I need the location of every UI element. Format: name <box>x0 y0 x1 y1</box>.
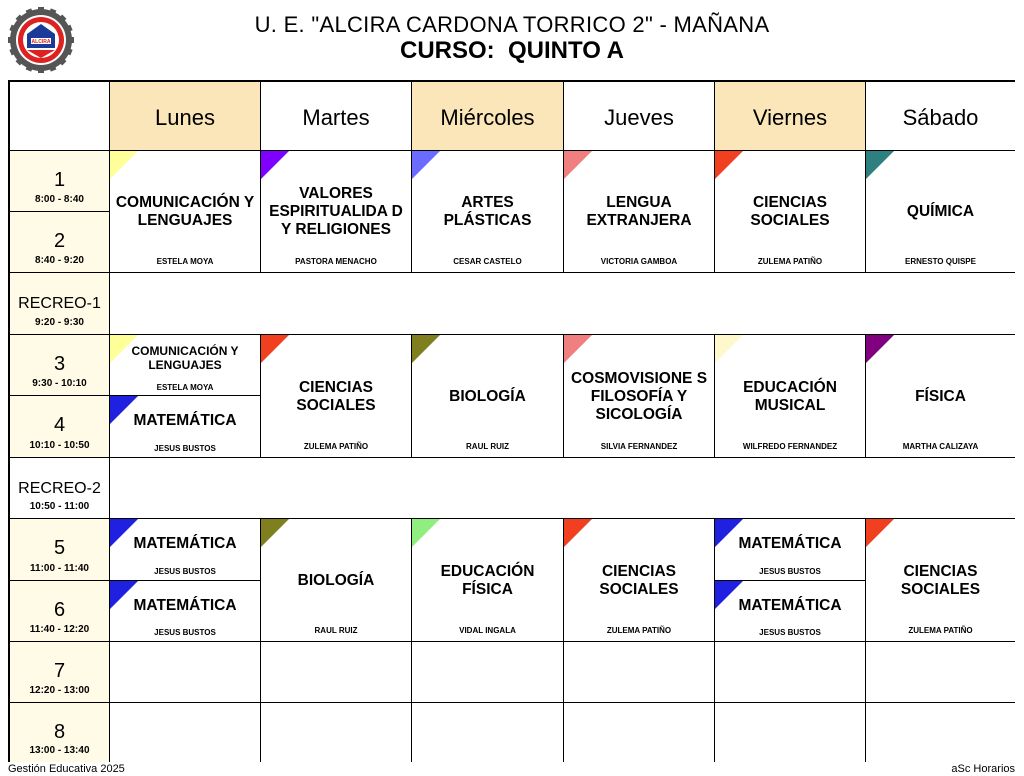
lesson-subject: MATEMÁTICA <box>738 596 842 614</box>
period-number: 6 <box>53 599 66 621</box>
lesson-subject: FÍSICA <box>915 387 966 405</box>
day-header-saturday: Sábado <box>866 82 1015 151</box>
day-header-tuesday: Martes <box>261 82 412 151</box>
lesson-subject: BIOLOGÍA <box>449 387 526 405</box>
lesson-subject: COMUNICACIÓN Y LENGUAJES <box>115 194 255 229</box>
corner-cell <box>10 82 110 151</box>
lesson-subject: CIENCIAS SOCIALES <box>599 562 679 598</box>
lesson-subject: MATEMÁTICA <box>738 535 842 552</box>
period-time: 8:00 - 8:40 <box>35 194 84 205</box>
lesson-cell[interactable] <box>564 151 715 273</box>
period-header-8 <box>10 703 110 762</box>
lesson-teacher: JESUS BUSTOS <box>759 567 821 576</box>
empty-cell[interactable] <box>715 642 866 703</box>
period-header-7 <box>10 642 110 703</box>
lesson-cell[interactable] <box>564 335 715 458</box>
lesson-cell[interactable] <box>261 335 412 458</box>
period-time: 9:30 - 10:10 <box>32 378 87 389</box>
footer-right: aSc Horarios <box>951 763 1015 775</box>
lesson-teacher: RAUL RUIZ <box>314 626 358 635</box>
lesson-teacher: ESTELA MOYA <box>156 383 214 392</box>
empty-cell[interactable] <box>564 703 715 762</box>
lesson-subject: BIOLOGÍA <box>297 571 375 589</box>
day-header-wednesday: Miércoles <box>412 82 564 151</box>
period-header-2 <box>10 212 110 273</box>
lesson-subject: CIENCIAS SOCIALES <box>296 378 376 414</box>
lesson-subject: COSMOVISIONE S FILOSOFÍA Y SICOLOGÍA <box>570 369 708 423</box>
school-title: U. E. "ALCIRA CARDONA TORRICO 2" - MAÑANA <box>254 12 770 37</box>
break-time: 9:20 - 9:30 <box>35 317 84 328</box>
lesson-subject: QUÍMICA <box>906 203 975 220</box>
break-header-2 <box>10 458 110 519</box>
lesson-teacher: JESUS BUSTOS <box>154 567 216 576</box>
lesson-subject: VALORES ESPIRITUALIDA D Y RELIGIONES <box>269 185 403 238</box>
period-number: 3 <box>53 353 66 375</box>
lesson-teacher: SILVIA FERNANDEZ <box>600 442 678 451</box>
lesson-subject: COMUNICACIÓN Y LENGUAJES <box>131 343 239 372</box>
lesson-teacher: JESUS BUSTOS <box>154 628 216 637</box>
period-header-6 <box>10 581 110 642</box>
lesson-teacher: PASTORA MENACHO <box>295 257 377 266</box>
lesson-subject: MATEMÁTICA <box>133 596 237 614</box>
lesson-cell[interactable] <box>110 396 261 458</box>
lesson-cell[interactable] <box>261 519 412 642</box>
period-number: 1 <box>53 169 66 191</box>
lesson-teacher: ZULEMA PATIÑO <box>303 442 369 451</box>
lesson-teacher: RAUL RUIZ <box>466 442 509 451</box>
lesson-teacher: MARTHA CALIZAYA <box>902 442 979 451</box>
footer-left: Gestión Educativa 2025 <box>8 763 125 775</box>
lesson-teacher: CESAR CASTELO <box>453 257 522 266</box>
lesson-teacher: WILFREDO FERNANDEZ <box>742 442 838 451</box>
period-time: 12:20 - 13:00 <box>29 685 90 696</box>
period-number: 4 <box>53 414 66 436</box>
lesson-cell[interactable] <box>110 151 261 273</box>
empty-cell[interactable] <box>564 642 715 703</box>
timetable-grid <box>8 80 1015 762</box>
lesson-cell[interactable] <box>564 519 715 642</box>
lesson-cell[interactable] <box>715 151 866 273</box>
period-header-3 <box>10 335 110 396</box>
empty-cell[interactable] <box>110 703 261 762</box>
empty-cell[interactable] <box>412 642 564 703</box>
day-header-friday: Viernes <box>715 82 866 151</box>
empty-cell[interactable] <box>715 703 866 762</box>
break-name: RECREO-1 <box>18 295 101 312</box>
lesson-teacher: ESTELA MOYA <box>156 257 214 266</box>
empty-cell[interactable] <box>412 703 564 762</box>
day-header-thursday: Jueves <box>564 82 715 151</box>
break-row-2 <box>110 458 1015 519</box>
lesson-subject: CIENCIAS SOCIALES <box>750 194 830 229</box>
period-time: 11:40 - 12:20 <box>29 624 90 635</box>
lesson-cell[interactable] <box>715 519 866 581</box>
period-header-5 <box>10 519 110 581</box>
lesson-cell[interactable] <box>110 581 261 642</box>
lesson-cell[interactable] <box>715 581 866 642</box>
lesson-teacher: ERNESTO QUISPE <box>905 257 976 266</box>
break-name: RECREO-2 <box>18 480 101 497</box>
period-header-4 <box>10 396 110 458</box>
break-row-1 <box>110 273 1015 335</box>
break-header-1 <box>10 273 110 335</box>
period-number: 7 <box>53 660 66 682</box>
lesson-cell[interactable] <box>110 519 261 581</box>
lesson-subject: EDUCACIÓN FÍSICA <box>440 562 535 598</box>
lesson-subject: LENGUA EXTRANJERA <box>586 194 692 229</box>
lesson-teacher: VIDAL INGALA <box>459 626 516 635</box>
lesson-teacher: ZULEMA PATIÑO <box>606 626 672 635</box>
lesson-subject: ARTES PLÁSTICAS <box>443 194 532 229</box>
logo-text: ALCIRA <box>31 39 51 45</box>
lesson-cell[interactable] <box>715 335 866 458</box>
course-title: CURSO: QUINTO A <box>399 37 624 64</box>
lesson-teacher: VICTORIA GAMBOA <box>600 257 678 266</box>
empty-cell[interactable] <box>110 642 261 703</box>
period-time: 11:00 - 11:40 <box>30 563 89 574</box>
period-time: 10:10 - 10:50 <box>29 440 90 451</box>
period-time: 8:40 - 9:20 <box>35 255 84 266</box>
lesson-cell[interactable] <box>412 335 564 458</box>
lesson-teacher: ZULEMA PATIÑO <box>908 626 973 635</box>
lesson-teacher: ZULEMA PATIÑO <box>757 257 823 266</box>
lesson-subject: MATEMÁTICA <box>133 412 237 429</box>
period-time: 13:00 - 13:40 <box>29 745 90 756</box>
empty-cell[interactable] <box>261 703 412 762</box>
lesson-cell[interactable] <box>866 151 1015 273</box>
lesson-subject: MATEMÁTICA <box>133 535 237 552</box>
lesson-teacher: JESUS BUSTOS <box>759 628 821 637</box>
lesson-cell[interactable] <box>110 335 261 396</box>
lesson-cell[interactable] <box>866 335 1015 458</box>
period-number: 8 <box>53 721 66 743</box>
break-time: 10:50 - 11:00 <box>29 501 90 512</box>
lesson-cell[interactable] <box>412 519 564 642</box>
lesson-teacher: JESUS BUSTOS <box>154 444 216 453</box>
empty-cell[interactable] <box>261 642 412 703</box>
period-number: 5 <box>53 537 66 559</box>
period-header-1 <box>10 151 110 212</box>
lesson-cell[interactable] <box>866 519 1015 642</box>
day-header-monday: Lunes <box>110 82 261 151</box>
lesson-cell[interactable] <box>261 151 412 273</box>
lesson-subject: EDUCACIÓN MUSICAL <box>743 378 837 414</box>
period-number: 2 <box>53 230 66 252</box>
empty-cell[interactable] <box>866 703 1015 762</box>
empty-cell[interactable] <box>866 642 1015 703</box>
lesson-subject: CIENCIAS SOCIALES <box>900 562 981 598</box>
lesson-cell[interactable] <box>412 151 564 273</box>
